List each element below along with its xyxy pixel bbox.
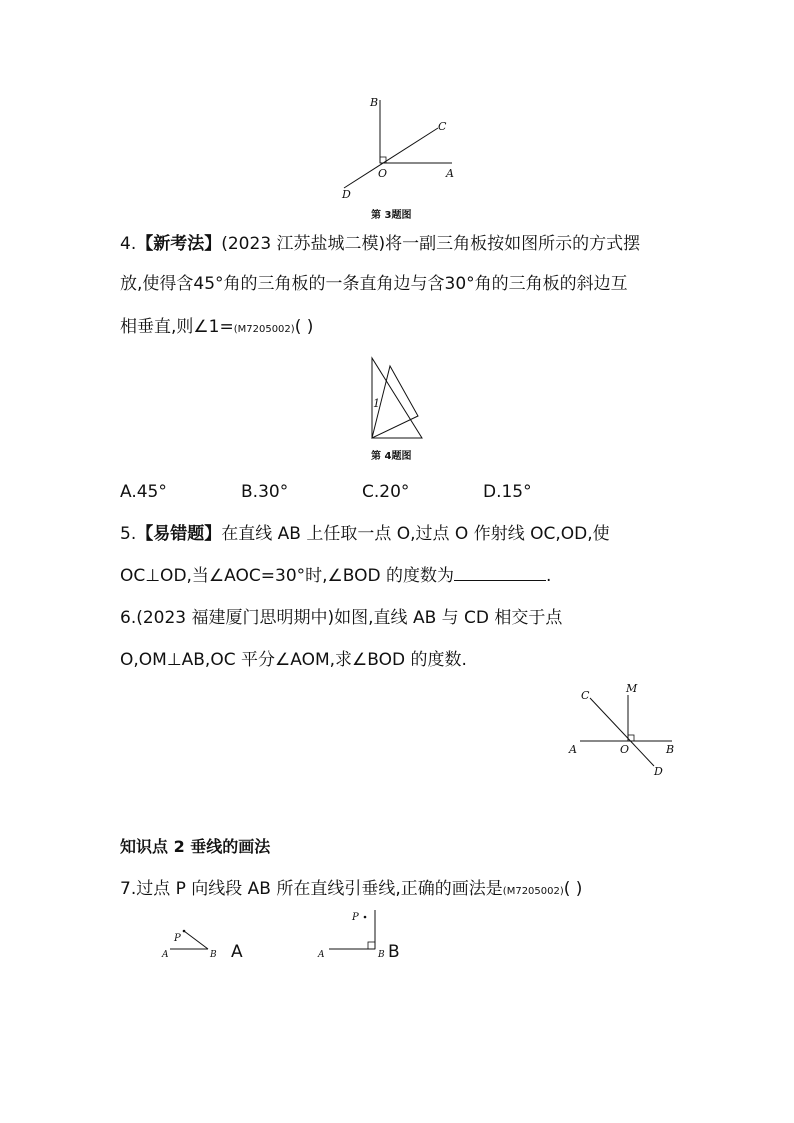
fig3-label-c: C	[438, 120, 447, 133]
q7b-label-p: P	[352, 912, 359, 923]
q7-text: 7.过点 P 向线段 AB 所在直线引垂线,正确的画法是	[120, 879, 503, 899]
q7a-label-a: A	[162, 950, 169, 960]
q5-line1	[120, 522, 610, 546]
q7b-label-a: A	[318, 950, 325, 960]
q4-line1	[120, 232, 640, 256]
q4-option-d[interactable]: D.15°	[483, 482, 532, 502]
q5-line2-text: OC⊥OD,当∠AOC=30°时,∠BOD 的度数为	[120, 566, 455, 586]
fig3-label-d: D	[342, 188, 351, 201]
q4-line1-text: (2023 江苏盐城二模)将一副三角板按如图所示的方式摆	[221, 234, 641, 254]
q4-line2: 放,使得含45°角的三角板的一条直角边与含30°角的三角板的斜边互	[120, 274, 628, 294]
q7a-label-b: B	[210, 950, 217, 960]
fig6-label-c: C	[581, 689, 590, 702]
figure-6	[560, 680, 690, 780]
right-angle-mark	[368, 942, 375, 949]
q7-answer-paren: ( )	[563, 879, 583, 899]
q4-option-c[interactable]: C.20°	[362, 482, 410, 502]
fig4-angle-label: 1	[373, 397, 380, 410]
right-angle-mark	[628, 735, 634, 741]
q7a-label-p: P	[174, 933, 181, 944]
fig6-label-b: B	[666, 743, 675, 756]
figure-3	[330, 90, 470, 205]
q4-line3	[120, 315, 313, 342]
q4-tag: 【新考法】	[136, 234, 222, 254]
q4-number: 4.	[120, 234, 137, 254]
q5-answer-blank[interactable]	[454, 564, 546, 581]
point-p	[364, 916, 367, 919]
line-from-p	[184, 931, 208, 949]
q4-option-b[interactable]: B.30°	[241, 482, 289, 502]
fig3-label-b: B	[370, 96, 379, 109]
q4-code: (M7205002)	[233, 324, 295, 335]
q6-line1: 6.(2023 福建厦门思明期中)如图,直线 AB 与 CD 相交于点	[120, 608, 563, 628]
fig6-label-d: D	[654, 765, 663, 778]
fig3-caption: 第 3题图	[371, 210, 412, 221]
q7-line	[120, 877, 582, 904]
line-cd	[344, 128, 438, 188]
q4-option-a[interactable]: A.45°	[120, 482, 167, 502]
q7-option-b[interactable]: B	[388, 942, 400, 962]
fig6-label-a: A	[569, 743, 577, 756]
q7-figure-b	[315, 905, 390, 962]
q7-figure-a	[160, 922, 220, 962]
fig3-label-a: A	[446, 167, 454, 180]
point-p	[183, 930, 186, 933]
figure-4	[360, 350, 435, 442]
fig6-label-m: M	[626, 682, 638, 695]
q7-option-a[interactable]: A	[231, 942, 243, 962]
q7-code: (M7205002)	[502, 886, 564, 897]
q6-line2: O,OM⊥AB,OC 平分∠AOM,求∠BOD 的度数.	[120, 650, 467, 670]
q4-answer-paren: ( )	[294, 317, 314, 337]
fig6-label-o: O	[620, 743, 630, 756]
fig4-caption: 第 4题图	[371, 451, 412, 462]
q5-number: 5.	[120, 524, 137, 544]
q5-line2	[120, 564, 551, 588]
q5-line2-end: .	[546, 566, 552, 586]
q5-tag: 【易错题】	[136, 524, 222, 544]
q5-line1-text: 在直线 AB 上任取一点 O,过点 O 作射线 OC,OD,使	[221, 524, 610, 544]
q4-line3-text: 相垂直,则∠1=	[120, 317, 234, 337]
fig3-label-o: O	[378, 167, 388, 180]
section-title: 知识点 2 垂线的画法	[120, 837, 271, 856]
q7b-label-b: B	[378, 950, 385, 960]
